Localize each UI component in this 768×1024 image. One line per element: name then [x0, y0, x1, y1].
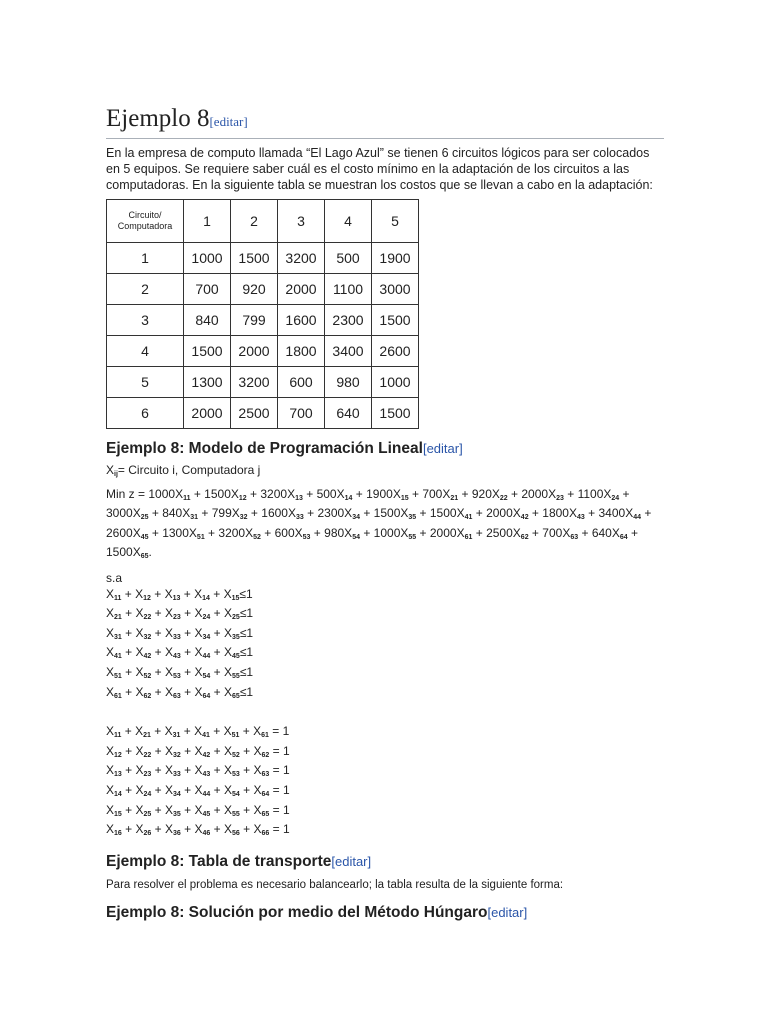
cost-cell: 3400: [325, 336, 372, 367]
row-label: 4: [107, 336, 184, 367]
cost-cell: 1500: [372, 398, 419, 429]
objective-subscript: 11: [183, 494, 191, 502]
objective-subscript: 34: [352, 514, 360, 522]
objective-coefficient: 840: [162, 506, 183, 521]
row-label: 3: [107, 305, 184, 336]
table-row: [107, 336, 419, 367]
constraint-subscript: 13: [172, 594, 181, 602]
constraint-subscript: 65: [232, 692, 240, 700]
objective-subscript: 15: [400, 494, 409, 502]
constraint-subscript: 11: [114, 732, 122, 740]
objective-suffix: .: [148, 545, 152, 560]
cost-cell: 980: [325, 367, 372, 398]
constraint-subscript: 14: [202, 594, 210, 602]
variable-definition: [106, 463, 664, 483]
constraint-line: $X_{16} + X_{26} + X_{36} + X_{46} + X_{56} + X_{66} = 1$: [106, 822, 290, 838]
table-row: [107, 305, 419, 336]
constraint-subscript: 65: [261, 810, 270, 818]
constraint-subscript: 32: [143, 633, 152, 641]
cost-cell: 920: [231, 274, 278, 305]
section-heading-hungarian: [106, 903, 664, 923]
constraint-subscript: 45: [232, 653, 240, 661]
constraint-subscript: 32: [173, 751, 181, 759]
section-title: Ejemplo 8: Solución por medio del Método Húngaro: [106, 903, 488, 921]
constraint-subscript: 42: [202, 751, 211, 759]
constraint-subscript: 26: [143, 830, 152, 838]
objective-coefficient: 2600: [106, 525, 133, 540]
constraint-subscript: 35: [173, 810, 181, 818]
constraint-subscript: 24: [143, 790, 152, 798]
objective-coefficient: 1900: [366, 486, 393, 501]
table-row: [107, 243, 419, 274]
objective-subscript: 12: [238, 494, 247, 502]
constraint-rhs: ≤1: [239, 664, 254, 679]
page-title-text: Ejemplo 8: [106, 105, 210, 132]
objective-subscript: 25: [140, 514, 149, 522]
constraint-subscript: 21: [143, 732, 151, 740]
objective-coefficient: 640: [591, 525, 612, 540]
objective-subscript: 31: [190, 514, 199, 522]
constraint-subscript: 41: [202, 732, 210, 740]
constraint-line: $X_{41} + X_{42} + X_{43} + X_{44} + X_{45}\le 1$: [106, 645, 254, 661]
objective-coefficient: 1500: [106, 545, 133, 560]
cost-cell: 1500: [184, 336, 231, 367]
objective-subscript: 14: [344, 494, 353, 502]
objective-coefficient: 2000: [486, 506, 513, 521]
cost-table: [106, 199, 419, 429]
cost-cell: 799: [231, 305, 278, 336]
objective-coefficient: 2000: [521, 486, 549, 501]
edit-link-title[interactable]: [editar]: [209, 114, 248, 129]
constraint-subscript: 23: [143, 771, 152, 779]
column-header: 4: [325, 200, 372, 243]
objective-subscript: 23: [556, 494, 564, 502]
constraint-subscript: 23: [173, 614, 181, 622]
objective-subscript: 32: [239, 514, 248, 522]
constraint-line: $X_{51} + X_{52} + X_{53} + X_{54} + X_{55}\le 1$: [106, 664, 254, 680]
row-label: 2: [107, 274, 184, 305]
constraint-subscript: 22: [143, 614, 152, 622]
objective-coefficient: 600: [274, 525, 295, 540]
constraint-rhs: ≤1: [239, 606, 254, 621]
table-row: [107, 398, 419, 429]
objective-coefficient: 1500: [429, 506, 457, 521]
objective-subscript: 45: [140, 533, 149, 541]
constraint-subscript: 45: [202, 810, 211, 818]
constraint-rhs: = 1: [269, 822, 290, 837]
constraint-subscript: 16: [114, 830, 122, 838]
cost-cell: 2000: [278, 274, 325, 305]
constraint-line: $X_{61} + X_{62} + X_{63} + X_{64} + X_{65}\le 1$: [106, 684, 254, 700]
cost-cell: 600: [278, 367, 325, 398]
objective-coefficient: 700: [542, 525, 563, 540]
constraint-subscript: 36: [173, 830, 181, 838]
constraint-subscript: 25: [143, 810, 152, 818]
objective-subscript: 54: [352, 533, 360, 541]
constraint-rhs: ≤1: [239, 586, 253, 601]
cost-cell: 3200: [231, 367, 278, 398]
objective-subscript: 44: [633, 514, 641, 522]
intro-paragraph: En la empresa de computo llamada “El Lago Azul” se tienen 6 circuitos lógicos para ser colocados en 5 equipos. Se requiere saber cuál es el costo mínimo en la adaptación de los circuitos a las computadoras. En la siguiente tabla se muestran los costos que se llevan a cabo en la adaptación:: [106, 146, 653, 192]
objective-subscript: 41: [464, 514, 473, 522]
row-label: 6: [107, 398, 184, 429]
objective-coefficient: 1500: [373, 506, 401, 521]
objective-coefficient: 1500: [204, 486, 231, 501]
objective-subscript: 65: [140, 553, 149, 561]
constraint-subscript: 61: [261, 732, 269, 740]
constraint-subscript: 41: [114, 653, 122, 661]
objective-subscript: 51: [196, 533, 205, 541]
objective-subscript: 62: [520, 533, 529, 541]
page-title: [106, 104, 664, 139]
cost-cell: 2300: [325, 305, 372, 336]
constraint-subscript: 11: [114, 594, 122, 602]
constraint-subscript: 35: [232, 633, 240, 641]
cost-cell: 2600: [372, 336, 419, 367]
constraint-line: $X_{15} + X_{25} + X_{35} + X_{45} + X_{55} + X_{65} = 1$: [106, 802, 290, 818]
constraint-line: $X_{13} + X_{23} + X_{33} + X_{43} + X_{53} + X_{63} = 1$: [106, 763, 290, 779]
objective-subscript: 55: [408, 533, 417, 541]
constraint-subscript: 62: [143, 692, 152, 700]
objective-coefficient: 1100: [577, 486, 604, 501]
edit-link-model[interactable]: [editar]: [422, 441, 463, 456]
constraint-rhs: ≤1: [239, 684, 254, 699]
constraint-subscript: 24: [202, 614, 211, 622]
cost-cell: 1300: [184, 367, 231, 398]
objective-coefficient: 1000: [373, 525, 401, 540]
constraint-subscript: 53: [232, 771, 240, 779]
objective-subscript: 35: [408, 514, 417, 522]
constraint-subscript: 31: [114, 633, 122, 641]
subject-to-label: s.a: [106, 570, 123, 585]
objective-coefficient: 1300: [162, 525, 189, 540]
objective-coefficient: 3200: [260, 486, 288, 501]
row-label: 1: [107, 243, 184, 274]
cost-cell: 700: [184, 274, 231, 305]
table-row: [107, 274, 419, 305]
objective-coefficient: 1800: [542, 506, 569, 521]
column-header: 1: [184, 200, 231, 243]
variable-description: = Circuito i, Computadora j: [117, 463, 261, 477]
cost-cell: 1000: [184, 243, 231, 274]
constraint-subscript: 62: [261, 751, 270, 759]
section-heading-model: [106, 439, 664, 459]
cost-cell: 3200: [278, 243, 325, 274]
transport-paragraph: Para resolver el problema es necesario balancearlo; la tabla resulta de la siguiente forma:: [106, 878, 564, 891]
cost-cell: 2000: [184, 398, 231, 429]
constraint-line: $X_{31} + X_{32} + X_{33} + X_{34} + X_{35}\le 1$: [106, 625, 254, 641]
objective-subscript: 21: [450, 494, 459, 502]
column-header: 2: [231, 200, 278, 243]
constraint-line: $X_{11} + X_{12} + X_{13} + X_{14} + X_{15}\le 1$: [106, 586, 253, 602]
cost-cell: 1500: [231, 243, 278, 274]
section-title: Ejemplo 8: Modelo de Programación Lineal: [106, 440, 423, 457]
variable-symbol: X: [106, 463, 115, 477]
constraint-subscript: 33: [173, 771, 181, 779]
constraint-line: $X_{11} + X_{21} + X_{31} + X_{41} + X_{51} + X_{61} = 1$: [106, 724, 290, 740]
edit-link-transport[interactable]: [editar]: [331, 853, 372, 869]
constraint-subscript: 44: [202, 653, 211, 661]
objective-subscript: 33: [295, 514, 304, 522]
cost-cell: 640: [325, 398, 372, 429]
objective-subscript: 52: [253, 533, 261, 541]
constraint-line: $X_{21} + X_{22} + X_{23} + X_{24} + X_{25}\le 1$: [106, 606, 254, 622]
constraint-subscript: 63: [173, 692, 181, 700]
cost-cell: 2000: [231, 336, 278, 367]
corner-label-top: Circuito/: [128, 210, 162, 220]
constraint-subscript: 43: [202, 771, 211, 779]
cost-cell: 1500: [372, 305, 419, 336]
objective-coefficient: 500: [316, 486, 337, 501]
cost-cell: 3000: [372, 274, 419, 305]
corner-label-bottom: Computadora: [117, 221, 173, 231]
constraint-subscript: 13: [114, 771, 122, 779]
objective-coefficient: 980: [324, 525, 345, 540]
constraint-subscript: 46: [202, 830, 211, 838]
table-body: [107, 243, 419, 429]
objective-subscript: 61: [464, 533, 473, 541]
cost-cell: 500: [325, 243, 372, 274]
objective-coefficient: 3400: [598, 506, 626, 521]
constraint-subscript: 12: [143, 594, 151, 602]
constraint-line: $X_{12} + X_{22} + X_{32} + X_{42} + X_{52} + X_{62} = 1$: [106, 743, 290, 759]
objective-coefficient: 799: [211, 506, 232, 521]
constraint-subscript: 64: [202, 692, 211, 700]
column-header: 5: [372, 200, 419, 243]
objective-subscript: 63: [570, 533, 579, 541]
objective-subscript: 43: [577, 514, 585, 522]
constraint-subscript: 64: [261, 790, 270, 798]
column-constraints: [106, 724, 664, 842]
cost-cell: 1800: [278, 336, 325, 367]
constraint-subscript: 42: [143, 653, 152, 661]
objective-subscript: 13: [295, 494, 303, 502]
article: [106, 104, 664, 927]
constraint-subscript: 52: [143, 672, 152, 680]
constraint-rhs: = 1: [269, 782, 290, 797]
objective-subscript: 24: [611, 494, 620, 502]
constraint-line: $X_{14} + X_{24} + X_{34} + X_{44} + X_{54} + X_{64} = 1$: [106, 782, 290, 798]
objective-subscript: 22: [499, 494, 508, 502]
constraint-rhs: = 1: [269, 743, 290, 758]
constraint-subscript: 53: [173, 672, 181, 680]
objective-coefficient: 2500: [486, 525, 513, 540]
constraint-subscript: 43: [173, 653, 181, 661]
constraint-subscript: 22: [143, 751, 152, 759]
objective-coefficient: 3200: [218, 525, 246, 540]
column-header: 3: [278, 200, 325, 243]
constraint-subscript: 21: [114, 614, 122, 622]
constraint-subscript: 54: [232, 790, 240, 798]
table-header-row: [107, 200, 419, 243]
row-constraints: [106, 587, 664, 705]
constraint-subscript: 33: [173, 633, 181, 641]
constraint-subscript: 15: [231, 594, 240, 602]
constraint-subscript: 55: [232, 672, 240, 680]
constraint-subscript: 51: [114, 672, 122, 680]
constraint-rhs: = 1: [269, 802, 290, 817]
cost-cell: 1600: [278, 305, 325, 336]
objective-coefficient: 1000: [148, 486, 176, 501]
objective-prefix: Min z =: [106, 486, 149, 501]
objective-coefficient: 1600: [261, 506, 288, 521]
constraint-subscript: 14: [114, 790, 122, 798]
constraint-rhs: ≤1: [239, 645, 254, 660]
table-corner-cell: [107, 200, 184, 243]
constraint-subscript: 66: [261, 830, 270, 838]
cost-cell: 1000: [372, 367, 419, 398]
objective-function: Min $z = 1000X_{11} + 1500X_{12} + 3200X_{13} + 500X_{14} + 1900X_{15} + 700X_{21} + 920X_{22} + 2000X_{23} + 1100X_{24} + 3000X_{25} + 840X_{31} + 799X_{32} + 1600X_{33} + 2300X_{34} + 1500X_{35} + 1500X_{41} + 2000X_{42} + 1800X_{43} + 3400X_{44} + 2600X_{45} + 1300X_{51} + 3200X_{52} + 600X_{53} + 980X_{54} + 1000X_{55} + 2000X_{61} + 2500X_{62} + 700X_{63} + 640X_{64} + 1500X_{65}$.: [106, 486, 652, 561]
cost-cell: 700: [278, 398, 325, 429]
constraint-subscript: 54: [202, 672, 211, 680]
constraint-subscript: 55: [232, 810, 240, 818]
constraint-subscript: 44: [202, 790, 211, 798]
constraint-subscript: 25: [232, 614, 240, 622]
objective-subscript: 42: [520, 514, 529, 522]
constraint-subscript: 31: [172, 732, 181, 740]
objective-subscript: 64: [619, 533, 628, 541]
constraint-subscript: 34: [173, 790, 181, 798]
table-row: [107, 367, 419, 398]
constraint-rhs: = 1: [268, 724, 290, 739]
constraint-rhs: ≤1: [239, 625, 254, 640]
objective-coefficient: 2000: [429, 525, 457, 540]
constraint-subscript: 15: [114, 810, 122, 818]
cost-cell: 840: [184, 305, 231, 336]
objective-coefficient: 700: [422, 486, 443, 501]
constraint-subscript: 63: [261, 771, 270, 779]
constraint-rhs: = 1: [269, 763, 290, 778]
constraint-subscript: 34: [202, 633, 211, 641]
objective-coefficient: 3000: [106, 506, 133, 521]
section-title: Ejemplo 8: Tabla de transporte: [106, 852, 332, 870]
constraint-subscript: 51: [231, 732, 240, 740]
section-heading-transport: [106, 852, 664, 872]
cost-cell: 2500: [231, 398, 278, 429]
constraint-subscript: 61: [114, 692, 122, 700]
constraint-subscript: 52: [232, 751, 240, 759]
constraint-subscript: 56: [232, 830, 240, 838]
cost-cell: 1900: [372, 243, 419, 274]
variable-subscript: ij: [114, 471, 118, 478]
edit-link-hungarian[interactable]: [editar]: [487, 904, 528, 920]
objective-coefficient: 920: [471, 486, 492, 501]
objective-coefficient: 2300: [317, 506, 345, 521]
constraint-subscript: 12: [114, 751, 122, 759]
objective-subscript: 53: [302, 533, 311, 541]
row-label: 5: [107, 367, 184, 398]
cost-cell: 1100: [325, 274, 372, 305]
